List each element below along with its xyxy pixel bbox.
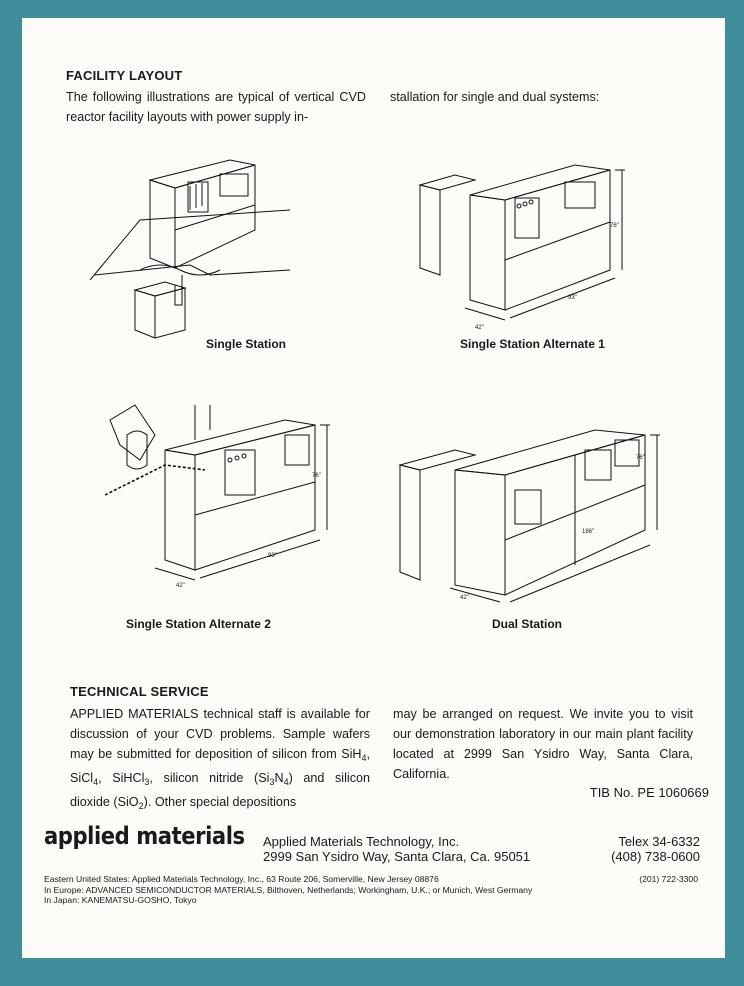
phone-number: (408) 738-0600 xyxy=(611,849,700,864)
dim-width-3: 186" xyxy=(582,529,595,535)
facility-intro-right: stallation for single and dual systems: xyxy=(390,90,600,104)
footer-eastern-us: Eastern United States: Applied Materials Technology, Inc., 63 Route 206, Somerville, New Jersey 08876 xyxy=(44,874,439,884)
company-name: Applied Materials Technology, Inc. xyxy=(263,834,460,849)
company-address: 2999 San Ysidro Way, Santa Clara, Ca. 95051 xyxy=(263,849,531,864)
footer-europe: In Europe: ADVANCED SEMICONDUCTOR MATERIALS, Bilthoven, Netherlands; Workingham, U.K.; or Munich, West Germany xyxy=(44,884,533,895)
dim-height-1: 76" xyxy=(610,223,619,229)
footer-offices xyxy=(44,874,532,906)
dim-depth-3: 42" xyxy=(460,595,469,601)
caption-dual-station: Dual Station xyxy=(492,617,563,631)
footer-japan: In Japan: KANEMATSU-GOSHO, Tokyo xyxy=(44,895,197,905)
dual-station-illustration xyxy=(395,410,665,605)
dim-width-2: 93" xyxy=(268,553,277,559)
facility-intro-left: The following illustrations are typical of vertical CVD reactor facility layouts with power supply in- xyxy=(66,90,366,124)
dim-depth-1: 42" xyxy=(475,325,484,331)
applied-materials-logo: applied materials xyxy=(44,822,245,850)
telex-number: Telex 34-6332 xyxy=(618,834,700,849)
single-station-alt1-illustration xyxy=(415,150,640,335)
dim-depth-2: 42" xyxy=(176,583,185,589)
dim-height-2: 76" xyxy=(312,473,321,479)
technical-right-column: may be arranged on request. We invite you to visit our demonstration laboratory in our main plant facility located at 2999 San Ysidro Way, Santa Clara, California. xyxy=(393,707,693,781)
dim-width-1: 93" xyxy=(568,295,577,301)
single-station-illustration xyxy=(80,150,300,340)
caption-single-station: Single Station xyxy=(206,337,287,351)
facility-heading: FACILITY LAYOUT xyxy=(66,68,183,83)
tib-number: TIB No. PE 1060669 xyxy=(589,785,709,800)
footer-phone-east: (201) 722-3300 xyxy=(639,874,698,884)
caption-single-station-alt1: Single Station Alternate 1 xyxy=(460,337,605,351)
dim-height-3: 76" xyxy=(636,455,645,461)
technical-heading: TECHNICAL SERVICE xyxy=(70,684,209,699)
single-station-alt2-illustration xyxy=(105,400,345,600)
technical-left-column: APPLIED MATERIALS technical staff is available for discussion of your CVD problems. Sample wafers may be submitted for deposition of silicon from SiH$_4$, SiCl$_4$, SiHCl$_3$, silicon nitride $(Si_3N_4)$ and silicon dioxide (SiO$_2$). Other special depositions xyxy=(70,707,370,811)
caption-single-station-alt2: Single Station Alternate 2 xyxy=(126,617,271,631)
